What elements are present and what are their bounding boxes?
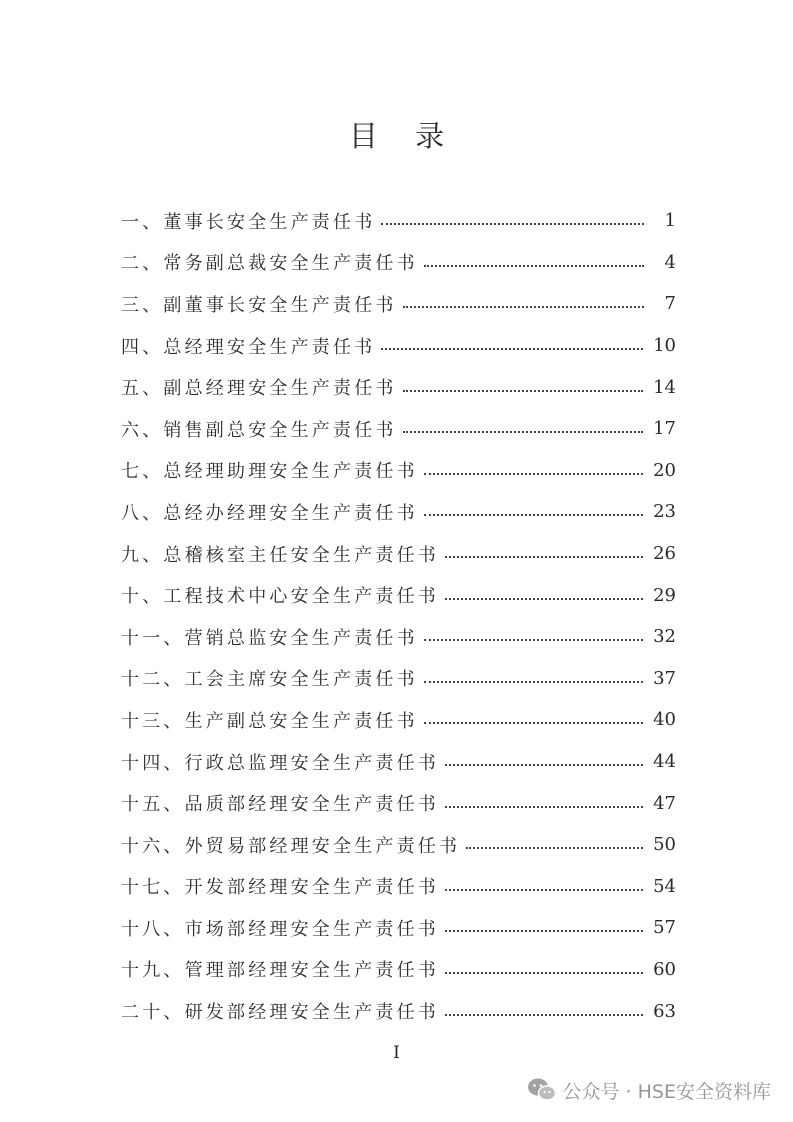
toc-entry-label: 二十、研发部经理安全生产责任书 bbox=[121, 1002, 439, 1024]
toc-entry[interactable] bbox=[121, 658, 676, 700]
toc-entry[interactable] bbox=[121, 866, 676, 908]
toc-entry-label: 七、总经理助理安全生产责任书 bbox=[121, 461, 418, 483]
dot-leader bbox=[403, 389, 643, 392]
toc-entry-page: 47 bbox=[653, 792, 676, 814]
toc-entry-page: 57 bbox=[653, 917, 676, 939]
toc-entry-page: 10 bbox=[653, 335, 676, 357]
toc-entry-page: 14 bbox=[653, 376, 676, 398]
toc-entry[interactable] bbox=[121, 366, 676, 408]
toc-entry-page: 7 bbox=[664, 293, 676, 315]
dot-leader bbox=[403, 305, 644, 308]
dot-leader bbox=[466, 846, 643, 849]
toc-entry[interactable] bbox=[121, 325, 676, 367]
toc-entry[interactable] bbox=[121, 616, 676, 658]
toc-entry-label: 十四、行政总监理安全生产责任书 bbox=[121, 752, 439, 774]
toc-entry-label: 十三、生产副总安全生产责任书 bbox=[121, 710, 418, 732]
toc-entry-page: 17 bbox=[653, 418, 676, 440]
toc-entry[interactable] bbox=[121, 990, 676, 1032]
toc-entry[interactable] bbox=[121, 200, 676, 242]
dot-leader bbox=[445, 763, 643, 766]
toc-entry[interactable] bbox=[121, 907, 676, 949]
toc-entry-label: 十七、开发部经理安全生产责任书 bbox=[121, 877, 439, 899]
toc-title: 目 录 bbox=[348, 119, 459, 153]
dot-leader bbox=[445, 971, 643, 974]
toc-entry-page: 40 bbox=[653, 709, 676, 731]
watermark-text: 公众号 · HSE安全资料库 bbox=[562, 1080, 771, 1103]
dot-leader bbox=[381, 347, 643, 350]
toc-entry[interactable] bbox=[121, 949, 676, 991]
toc-entry-label: 十六、外贸易部经理安全生产责任书 bbox=[121, 835, 461, 857]
toc-entry[interactable] bbox=[121, 408, 676, 450]
toc-entry-label: 十九、管理部经理安全生产责任书 bbox=[121, 960, 439, 982]
toc-entry-label: 九、总稽核室主任安全生产责任书 bbox=[121, 544, 439, 566]
toc-entry-label: 十八、市场部经理安全生产责任书 bbox=[121, 918, 439, 940]
toc-entry[interactable] bbox=[121, 699, 676, 741]
toc-entry-label: 十二、工会主席安全生产责任书 bbox=[121, 669, 418, 691]
dot-leader bbox=[445, 888, 643, 891]
toc-entry[interactable] bbox=[121, 574, 676, 616]
toc-entry[interactable] bbox=[121, 450, 676, 492]
dot-leader bbox=[445, 929, 643, 932]
toc-entry-page: 54 bbox=[653, 875, 676, 897]
toc-entry[interactable] bbox=[121, 782, 676, 824]
toc-entry[interactable] bbox=[121, 533, 676, 575]
table-of-contents bbox=[121, 200, 676, 1032]
toc-entry-page: 37 bbox=[653, 667, 676, 689]
toc-entry-page: 4 bbox=[664, 251, 676, 273]
toc-entry[interactable] bbox=[121, 741, 676, 783]
dot-leader bbox=[445, 1013, 643, 1016]
toc-entry-page: 23 bbox=[653, 501, 676, 523]
toc-entry-page: 29 bbox=[653, 584, 676, 606]
toc-entry-page: 26 bbox=[653, 543, 676, 565]
toc-entry[interactable] bbox=[121, 491, 676, 533]
toc-entry[interactable] bbox=[121, 283, 676, 325]
watermark bbox=[527, 1075, 771, 1105]
toc-entry[interactable] bbox=[121, 242, 676, 284]
toc-entry[interactable] bbox=[121, 824, 676, 866]
toc-entry-label: 四、总经理安全生产责任书 bbox=[121, 336, 376, 358]
toc-entry-label: 五、副总经理安全生产责任书 bbox=[121, 378, 397, 400]
dot-leader bbox=[424, 638, 643, 641]
toc-entry-label: 八、总经办经理安全生产责任书 bbox=[121, 502, 418, 524]
dot-leader bbox=[424, 513, 643, 516]
toc-entry-page: 63 bbox=[653, 1000, 676, 1022]
toc-entry-page: 32 bbox=[653, 626, 676, 648]
toc-entry-page: 44 bbox=[653, 751, 676, 773]
toc-entry-label: 十一、营销总监安全生产责任书 bbox=[121, 627, 418, 649]
dot-leader bbox=[424, 721, 643, 724]
toc-entry-label: 十五、品质部经理安全生产责任书 bbox=[121, 794, 439, 816]
toc-entry-label: 一、董事长安全生产责任书 bbox=[121, 211, 376, 233]
wechat-icon bbox=[527, 1077, 557, 1103]
dot-leader bbox=[445, 597, 643, 600]
dot-leader bbox=[403, 430, 643, 433]
toc-entry-page: 50 bbox=[653, 834, 676, 856]
dot-leader bbox=[381, 222, 644, 225]
toc-entry-label: 三、副董事长安全生产责任书 bbox=[121, 294, 397, 316]
toc-entry-label: 六、销售副总安全生产责任书 bbox=[121, 419, 397, 441]
toc-entry-page: 1 bbox=[664, 210, 676, 232]
page-number: I bbox=[393, 1043, 400, 1063]
toc-entry-page: 20 bbox=[653, 459, 676, 481]
dot-leader bbox=[445, 555, 643, 558]
dot-leader bbox=[445, 805, 643, 808]
dot-leader bbox=[424, 680, 643, 683]
dot-leader bbox=[424, 264, 644, 267]
toc-entry-page: 60 bbox=[653, 958, 676, 980]
toc-entry-label: 十、工程技术中心安全生产责任书 bbox=[121, 586, 439, 608]
toc-entry-label: 二、常务副总裁安全生产责任书 bbox=[121, 253, 418, 275]
dot-leader bbox=[424, 472, 643, 475]
